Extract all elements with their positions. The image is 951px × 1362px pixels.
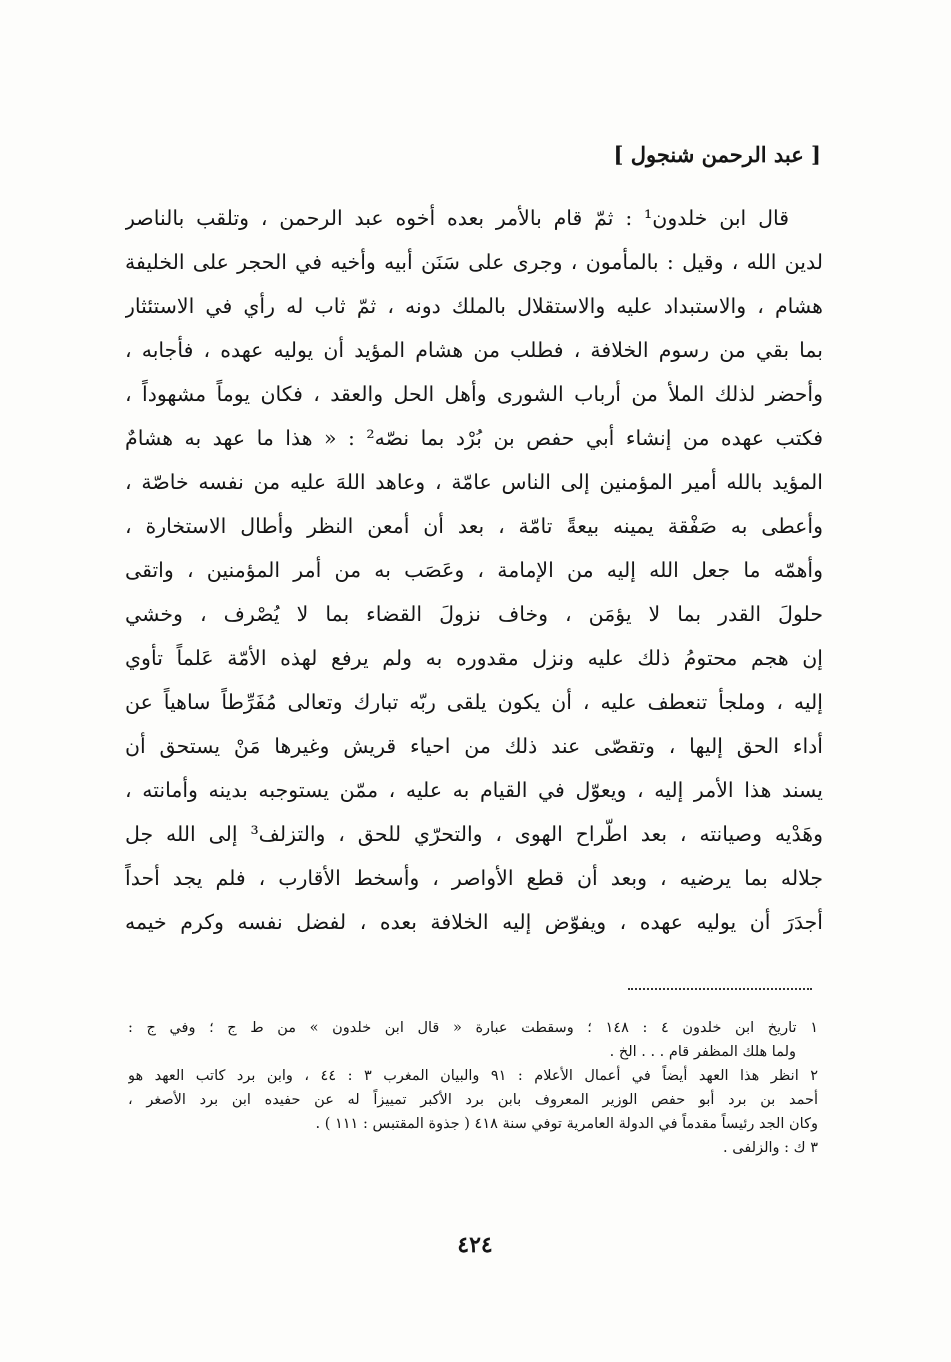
text-line: وهَدْيه وصيانته ، بعد اطّراح الهوى ، والتحرّي للحق ، والتزلف³ إلى الله جل — [125, 822, 823, 846]
text-line: بما بقي من رسوم الخلافة ، فطلب من هشام المؤيد أن يوليه عهده ، فأجابه ، — [125, 338, 823, 362]
text-line: هشام ، والاستبداد عليه والاستقلال بالملك دونه ، ثمّ ثاب له رأي في الاستئثار — [125, 294, 823, 318]
footnote-line: أحمد بن برد أبو حفص الوزير المعروف بابن برد الأكبر تمييزاً له عن حفيده ابن برد الأصغر ، — [128, 1092, 818, 1108]
text-line: المؤيد بالله أمير المؤمنين إلى الناس عامّة ، وعاهد اللهَ عليه من نفسه خاصّة ، — [125, 470, 823, 494]
text-line: وأحضر لذلك الملأ من أرباب الشورى وأهل الحل والعقد ، فكان يوماً مشهوداً ، — [125, 382, 823, 406]
footnote-line: ١ تاريخ ابن خلدون ٤ : ١٤٨ ؛ وسقطت عبارة « قال ابن خلدون » من ط ج ؛ وفي ج : — [128, 1020, 818, 1036]
footnote-line: ٢ انظر هذا العهد أيضاً في أعمال الأعلام : ٩١ والبيان المغرب ٣ : ٤٤ ، وابن برد كاتب العهد هو — [128, 1068, 818, 1084]
text-line: جلاله بما يرضيه ، وبعد أن قطع الأواصر ، وأسخط الأقارب ، فلم يجد أحداً — [125, 866, 823, 890]
text-line: يسند هذا الأمر إليه ، ويعوّل في القيام به عليه ، ممّن يستوجبه بدينه وأمانته ، — [125, 778, 823, 802]
footnote-separator — [628, 988, 812, 990]
text-line: حلولَ القدر بما لا يؤمَن ، وخاف نزولَ القضاء بما لا يُصْرف ، وخشي — [125, 602, 823, 626]
page-number: ٤٢٤ — [457, 1232, 493, 1258]
footnote-line: ٣ ك : والزلفى . — [723, 1140, 818, 1156]
text-line: قال ابن خلدون¹ : ثمّ قام بالأمر بعده أخوه عبد الرحمن ، وتلقب بالناصر — [125, 206, 790, 230]
footnote-line: ولما هلك المظفر قام . . . الخ . — [609, 1044, 796, 1060]
section-title: [ عبد الرحمن شنجول ] — [613, 142, 821, 167]
text-line: وأعطى به صَفْقة يمينه بيعةً تامّة ، بعد أن أمعن النظر وأطال الاستخارة ، — [125, 514, 823, 538]
main-text — [125, 196, 823, 944]
text-line: أجدَرَ أن يوليه عهده ، ويفوّض إليه الخلافة بعده ، لفضل نفسه وكرم خيمه — [125, 910, 823, 934]
text-line: فكتب عهده من إنشاء أبي حفص بن بُرْد بما نصّه² : « هذا ما عهد به هشامٌ — [125, 426, 823, 450]
footnotes — [128, 1016, 818, 1160]
footnote-line: وكان الجد رئيساً مقدماً في الدولة العامرية توفي سنة ٤١٨ ( جذوة المقتبس : ١١١ ) . — [315, 1116, 818, 1132]
text-line: أداء الحق إليها ، وتقصّى عند ذلك من احياء قريش وغيرها مَنْ يستحق أن — [125, 734, 823, 758]
text-line: إليه ، وملجأ تنعطف عليه ، أن يكون يلقى ربّه تبارك وتعالى مُفَرِّطاً ساهياً عن — [125, 690, 823, 714]
text-line: إن هجم محتومُ ذلك عليه ونزل مقدوره به ولم يرفع لهذه الأمّة عَلماً تأوي — [125, 646, 823, 670]
text-line: وأهمّه ما جعل الله إليه من الإمامة ، وعَصَب به من أمر المؤمنين ، واتقى — [125, 558, 823, 582]
text-line: لدين الله ، وقيل : بالمأمون ، وجرى على سَنَن أبيه وأخيه في الحجر على الخليفة — [125, 250, 823, 274]
